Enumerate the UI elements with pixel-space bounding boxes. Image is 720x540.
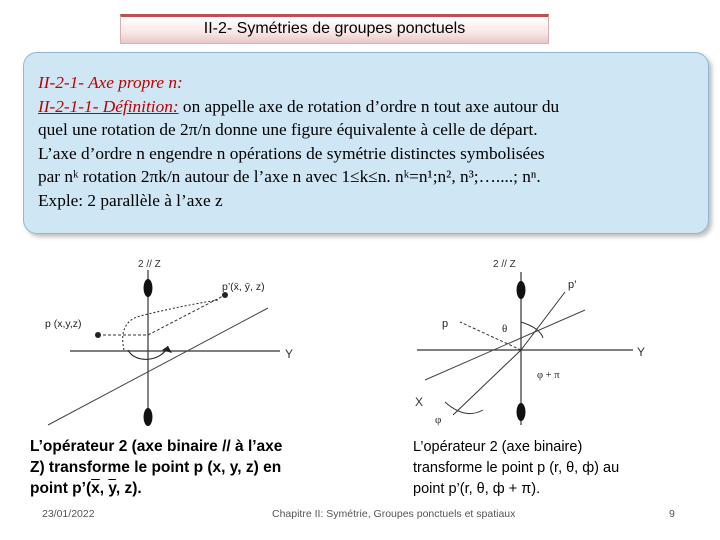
caption-left-line2: Z) transforme le point p (x, y, z) en — [30, 459, 282, 476]
binary-axis-top-symbol — [517, 281, 526, 299]
caption-left-line3 — [30, 478, 295, 499]
point-p-prime-label: p’(x̄, ȳ, z) — [222, 281, 265, 293]
figure-left — [40, 250, 320, 435]
caption-left-y: $\overline{y}$ — [108, 480, 116, 497]
caption-left-line1: L’opérateur 2 (axe binaire // à l’axe — [30, 438, 283, 455]
axis-y-label: Y — [285, 347, 294, 361]
figure-right — [405, 250, 670, 435]
point-p-label: p (x,y,z) — [45, 318, 82, 330]
axis-z-label: 2 // Z — [138, 259, 161, 270]
footer-chapter: Chapitre II: Symétrie, Groupes ponctuels et spatiaux — [272, 508, 516, 520]
definition-subheading: II-2-1-1- Définition: — [38, 96, 179, 116]
definition-box — [23, 52, 709, 234]
definition-example: Exple: 2 parallèle à l’axe z — [38, 190, 223, 210]
caption-right-line1: L’opérateur 2 (axe binaire) — [413, 439, 583, 455]
caption-left-prefix: point p’( — [30, 480, 92, 497]
definition-line1 — [38, 95, 698, 119]
radius-to-p-prime — [521, 292, 565, 350]
phi-label: φ — [435, 414, 442, 426]
definition-text — [38, 71, 698, 213]
slide-title-text: II-2- Symétries de groupes ponctuels — [203, 20, 466, 37]
phi-plus-pi-label: φ + π — [537, 370, 560, 381]
phi-arc — [445, 402, 483, 414]
axis-y-label: Y — [637, 345, 646, 359]
x-axis-line — [425, 310, 585, 380]
definition-line2: quel une rotation de 2π/n donne une figure équivalente à celle de départ. — [38, 120, 538, 140]
footer-date: 23/01/2022 — [42, 508, 95, 520]
rotation-arrowhead — [162, 346, 172, 353]
slide-title — [120, 14, 549, 44]
caption-right-line2: transforme le point p (r, θ, ф) au — [413, 460, 620, 476]
definition-line4: par nᵏ rotation 2πk/n autour de l’axe n avec 1≤k≤n. nᵏ=n¹;n², n³;…....; nⁿ. — [38, 167, 541, 187]
point-p-label: p — [442, 318, 449, 330]
caption-left-x: $\overline{x}$ — [91, 480, 100, 497]
axis-z-label: 2 // Z — [493, 259, 516, 270]
caption-left-suffix: , z). — [115, 480, 142, 497]
binary-axis-top-symbol — [144, 279, 153, 297]
caption-left-sep: , — [99, 480, 109, 497]
caption-right-line3: point p’(r, θ, ф + π). — [413, 481, 541, 497]
binary-axis-bottom-symbol — [144, 408, 153, 426]
caption-right — [413, 437, 683, 500]
definition-lead: on appelle axe de rotation d’ordre n tout axe autour du — [178, 96, 560, 116]
footer-page-number: 9 — [669, 508, 675, 520]
point-p — [95, 332, 101, 338]
figure-right-diagram — [405, 250, 670, 435]
axis-x-label: X — [415, 395, 424, 409]
binary-axis-bottom-symbol — [517, 403, 526, 421]
projection-line — [453, 350, 521, 415]
radius-to-p — [460, 322, 521, 350]
point-p-prime-label: p’ — [568, 279, 577, 291]
theta-label: θ — [502, 323, 508, 335]
caption-left — [30, 436, 295, 499]
figure-left-diagram — [40, 250, 320, 435]
definition-heading: II-2-1- Axe propre n: — [38, 73, 183, 92]
definition-line3: L’axe d’ordre n engendre n opérations de symétrie distinctes symbolisées — [38, 143, 545, 163]
